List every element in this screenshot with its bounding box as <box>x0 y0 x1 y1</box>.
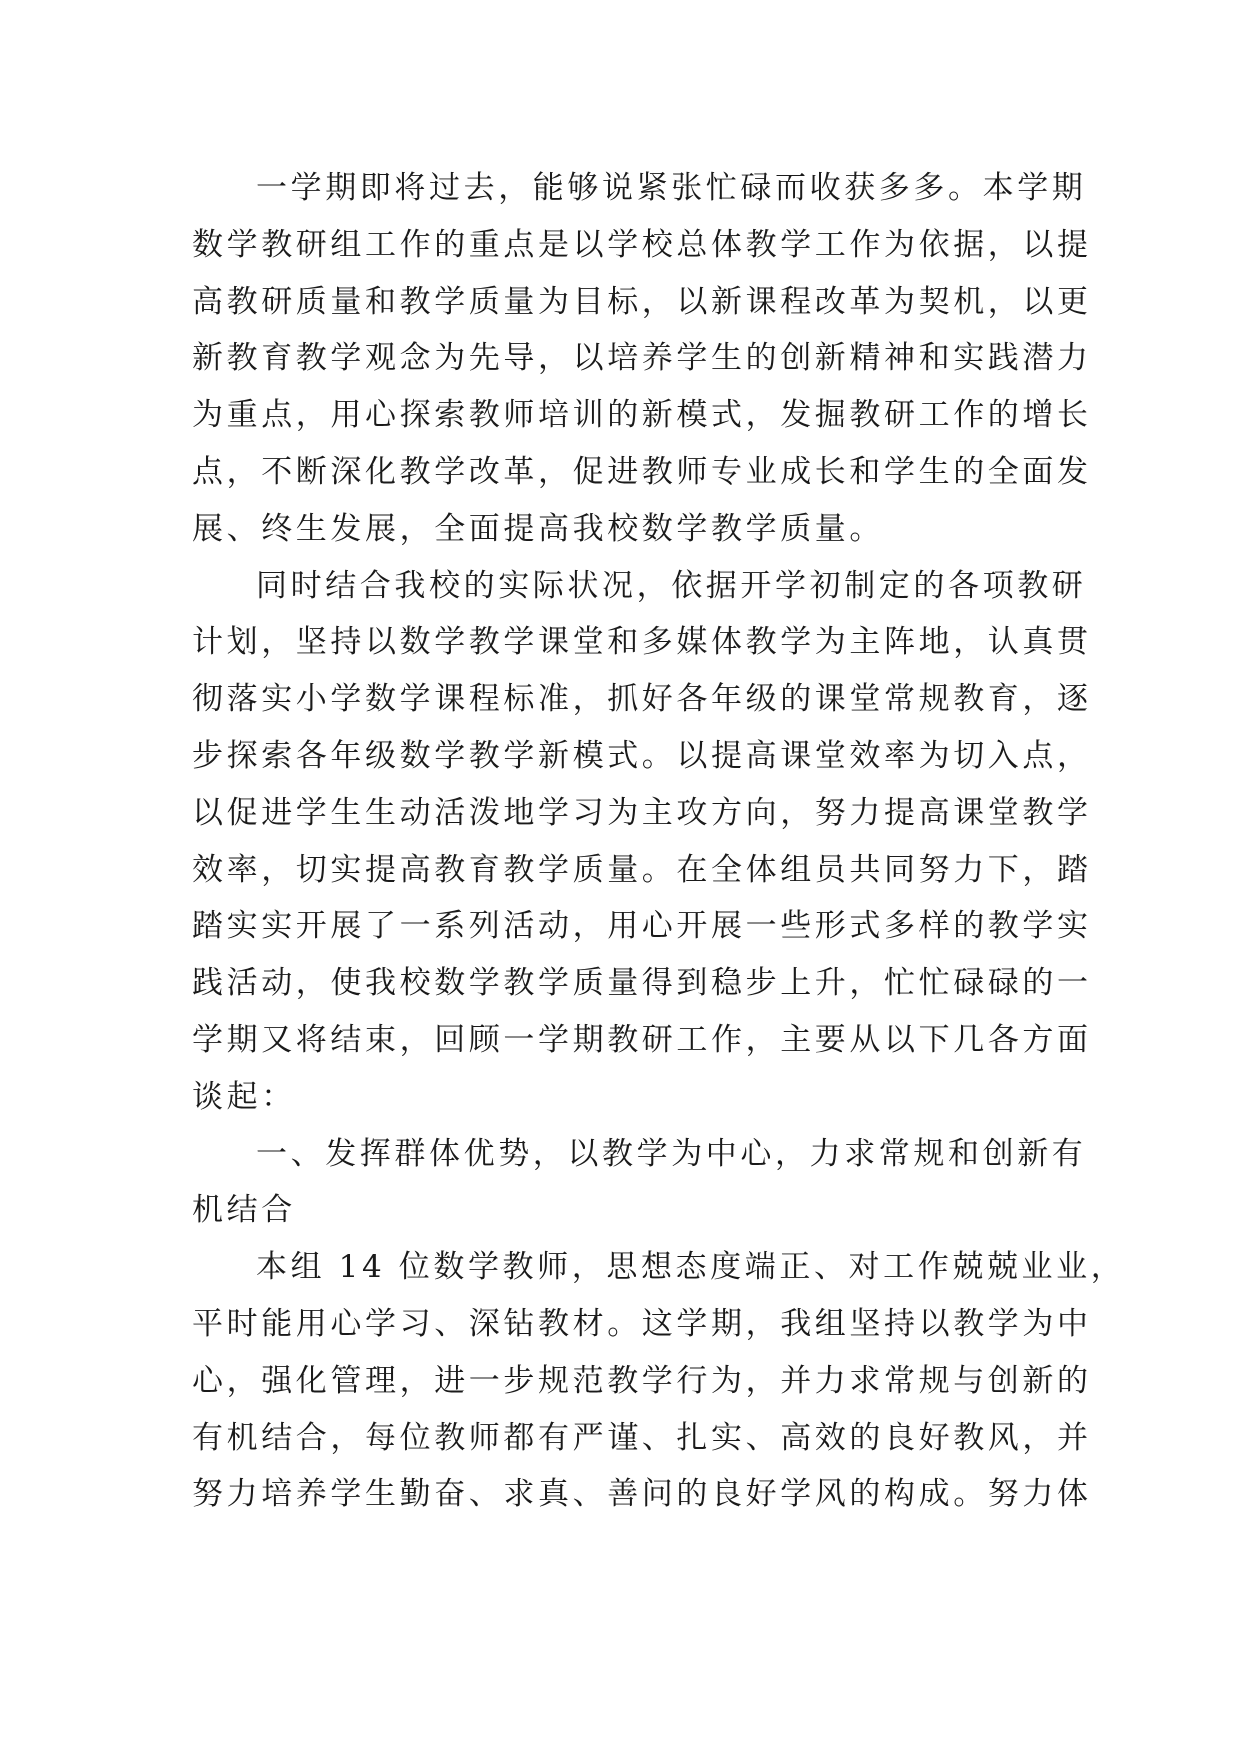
paragraph-1-line-4: 新教育教学观念为先导，以培养学生的创新精神和实践潜力 <box>192 340 1092 377</box>
paragraph-2-line-9: 学期又将结束，回顾一学期教研工作，主要从以下几各方面 <box>192 1021 1092 1058</box>
paragraph-2-line-8: 践活动，使我校数学教学质量得到稳步上升，忙忙碌碌的一 <box>192 965 1092 1002</box>
paragraph-1-line-1: 一学期即将过去，能够说紧张忙碌而收获多多。本学期 <box>256 170 1087 206</box>
section-heading-line-2: 机结合 <box>192 1192 296 1229</box>
paragraph-3-line-1: 本组 14 位数学教师，思想态度端正、对工作兢兢业业， <box>256 1249 1126 1286</box>
paragraph-2-line-6: 效率，切实提高教育教学质量。在全体组员共同努力下，踏 <box>192 851 1092 888</box>
paragraph-2-line-7: 踏实实开展了一系列活动，用心开展一些形式多样的教学实 <box>192 908 1092 945</box>
paragraph-1-line-2: 数学教研组工作的重点是以学校总体教学工作为依据，以提 <box>192 226 1092 263</box>
paragraph-3-line-5: 努力培养学生勤奋、求真、善问的良好学风的构成。努力体 <box>192 1476 1092 1513</box>
paragraph-1-line-7: 展、终生发展，全面提高我校数学教学质量。 <box>192 510 884 547</box>
paragraph-1-line-6: 点，不断深化教学改革，促进教师专业成长和学生的全面发 <box>192 453 1092 490</box>
section-heading-line-1: 一、发挥群体优势，以教学为中心，力求常规和创新有 <box>256 1135 1087 1172</box>
paragraph-2-line-2: 计划，坚持以数学教学课堂和多媒体教学为主阵地，认真贯 <box>192 624 1092 661</box>
paragraph-2-line-4: 步探索各年级数学教学新模式。以提高课堂效率为切入点， <box>192 737 1092 774</box>
paragraph-3-line-2: 平时能用心学习、深钻教材。这学期，我组坚持以教学为中 <box>192 1305 1092 1342</box>
paragraph-2-line-1: 同时结合我校的实际状况，依据开学初制定的各项教研 <box>256 567 1087 604</box>
paragraph-3-line-4: 有机结合，每位教师都有严谨、扎实、高效的良好教风，并 <box>192 1419 1092 1456</box>
paragraph-2-line-10: 谈起： <box>192 1078 296 1115</box>
paragraph-2-line-5: 以促进学生生动活泼地学习为主攻方向，努力提高课堂教学 <box>192 794 1092 831</box>
paragraph-3-line-3: 心，强化管理，进一步规范教学行为，并力求常规与创新的 <box>192 1362 1092 1399</box>
paragraph-2-line-3: 彻落实小学数学课程标准，抓好各年级的课堂常规教育，逐 <box>192 681 1092 718</box>
paragraph-1-line-3: 高教研质量和教学质量为目标，以新课程改革为契机，以更 <box>192 283 1092 320</box>
paragraph-1-line-5: 为重点，用心探索教师培训的新模式，发掘教研工作的增长 <box>192 397 1092 434</box>
document-body <box>192 160 1126 1523</box>
